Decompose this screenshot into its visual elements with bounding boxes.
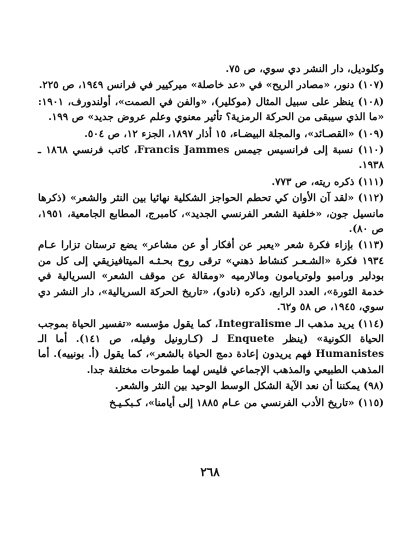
footnote-112: (١١٢) «لقد آن الأوان كي تحطم الحواجز الشكلية نهائيا بين النثر والشعر» (ذكرها مانسيل جون، «خلفية الشعر الفرنسي الجديد»، كامبرج، المطابع الجامعية، ١٩٥١، ص ٨٠). xyxy=(38,192,384,236)
footnote-114: (١١٤) يريد مذهب الـ Integralisme، كما يقول مؤسسه «تفسير الحياة بموجب الحياة الكونية» (ينظر Enquete لـ (كـارونيل وفيله، ص ١٤١). أما الـ Humanistes فهم يريدون إعادة دمج الحياة بالشعر»، كما يقول (أ. بونييه). أما المذهب الطبيعي والمذهب الإجماعي فليس لهما طموحات مختلفة جدا. xyxy=(38,317,385,376)
footnote-107: (١٠٧) دنور، «مصادر الريح» في «عد خاصلة» ميركيير في فرانس ١٩٤٩، ص ٢٢٥. xyxy=(38,79,384,92)
footnote-109: (١٠٩) «القصـائد»، والمجلة البيضـاء، ١٥ أذار ١٨٩٧، الجزء ١٢، ص ٥٠٤. xyxy=(84,127,384,140)
footnote-continuation: وكلوديل، دار النشر دي سوي، ص ٧٥. xyxy=(225,63,384,75)
footnote-113: (١١٣) بإزاء فكرة شعر «يعبر عن أفكار أو عن مشاعر» يضع ترستان تزارا عـام ١٩٣٤ فكرة «الشـعـر كنشاط ذهني» ترقى روح بحـثـه الميتافيزيقي إلى كل من بودلير ورامبو ولوتريامون ومالارميه «ومقالة عن موقف الشعر» السريالية في خدمة الثورة»، العدد الرابع، ذكره (نادو)، «تاريخ الحركة السريالية»، دار النشر دي سوي، ١٩٤٥، ص ٥٨ و٦٢. xyxy=(38,239,384,314)
page-number: ٢٦٨ xyxy=(200,465,220,479)
footnote-110: (١١٠) نسبة إلى فرانسيس جيمس Francis Jammes، كاتب فرنسي ١٨٦٨ ـ ١٩٣٨. xyxy=(38,144,384,172)
footnote-115: (١١٥) «تاريخ الأدب الفرنسي من عـام ١٨٨٥ إلى أيامنا»، كـبكـيـخ xyxy=(109,396,384,409)
footnotes-block xyxy=(38,62,384,412)
footnote-98: (٩٨) يمكننا أن نعد الآية الشكل الوسط الوحيد بين النثر والشعر. xyxy=(114,380,384,393)
footnote-108: (١٠٨) ينظر على سبيل المثال (موكلير)، «والفن في الصمت»، أولندورف، ١٩٠١: «ما الذي سيبقى من الحركة الرمزية؟ تأثير معنوي وعلم عروض جديد» ص ١٩٩. xyxy=(38,95,384,124)
footnote-111: (١١١) ذكره ريته، ص ٧٧٣. xyxy=(271,175,384,188)
